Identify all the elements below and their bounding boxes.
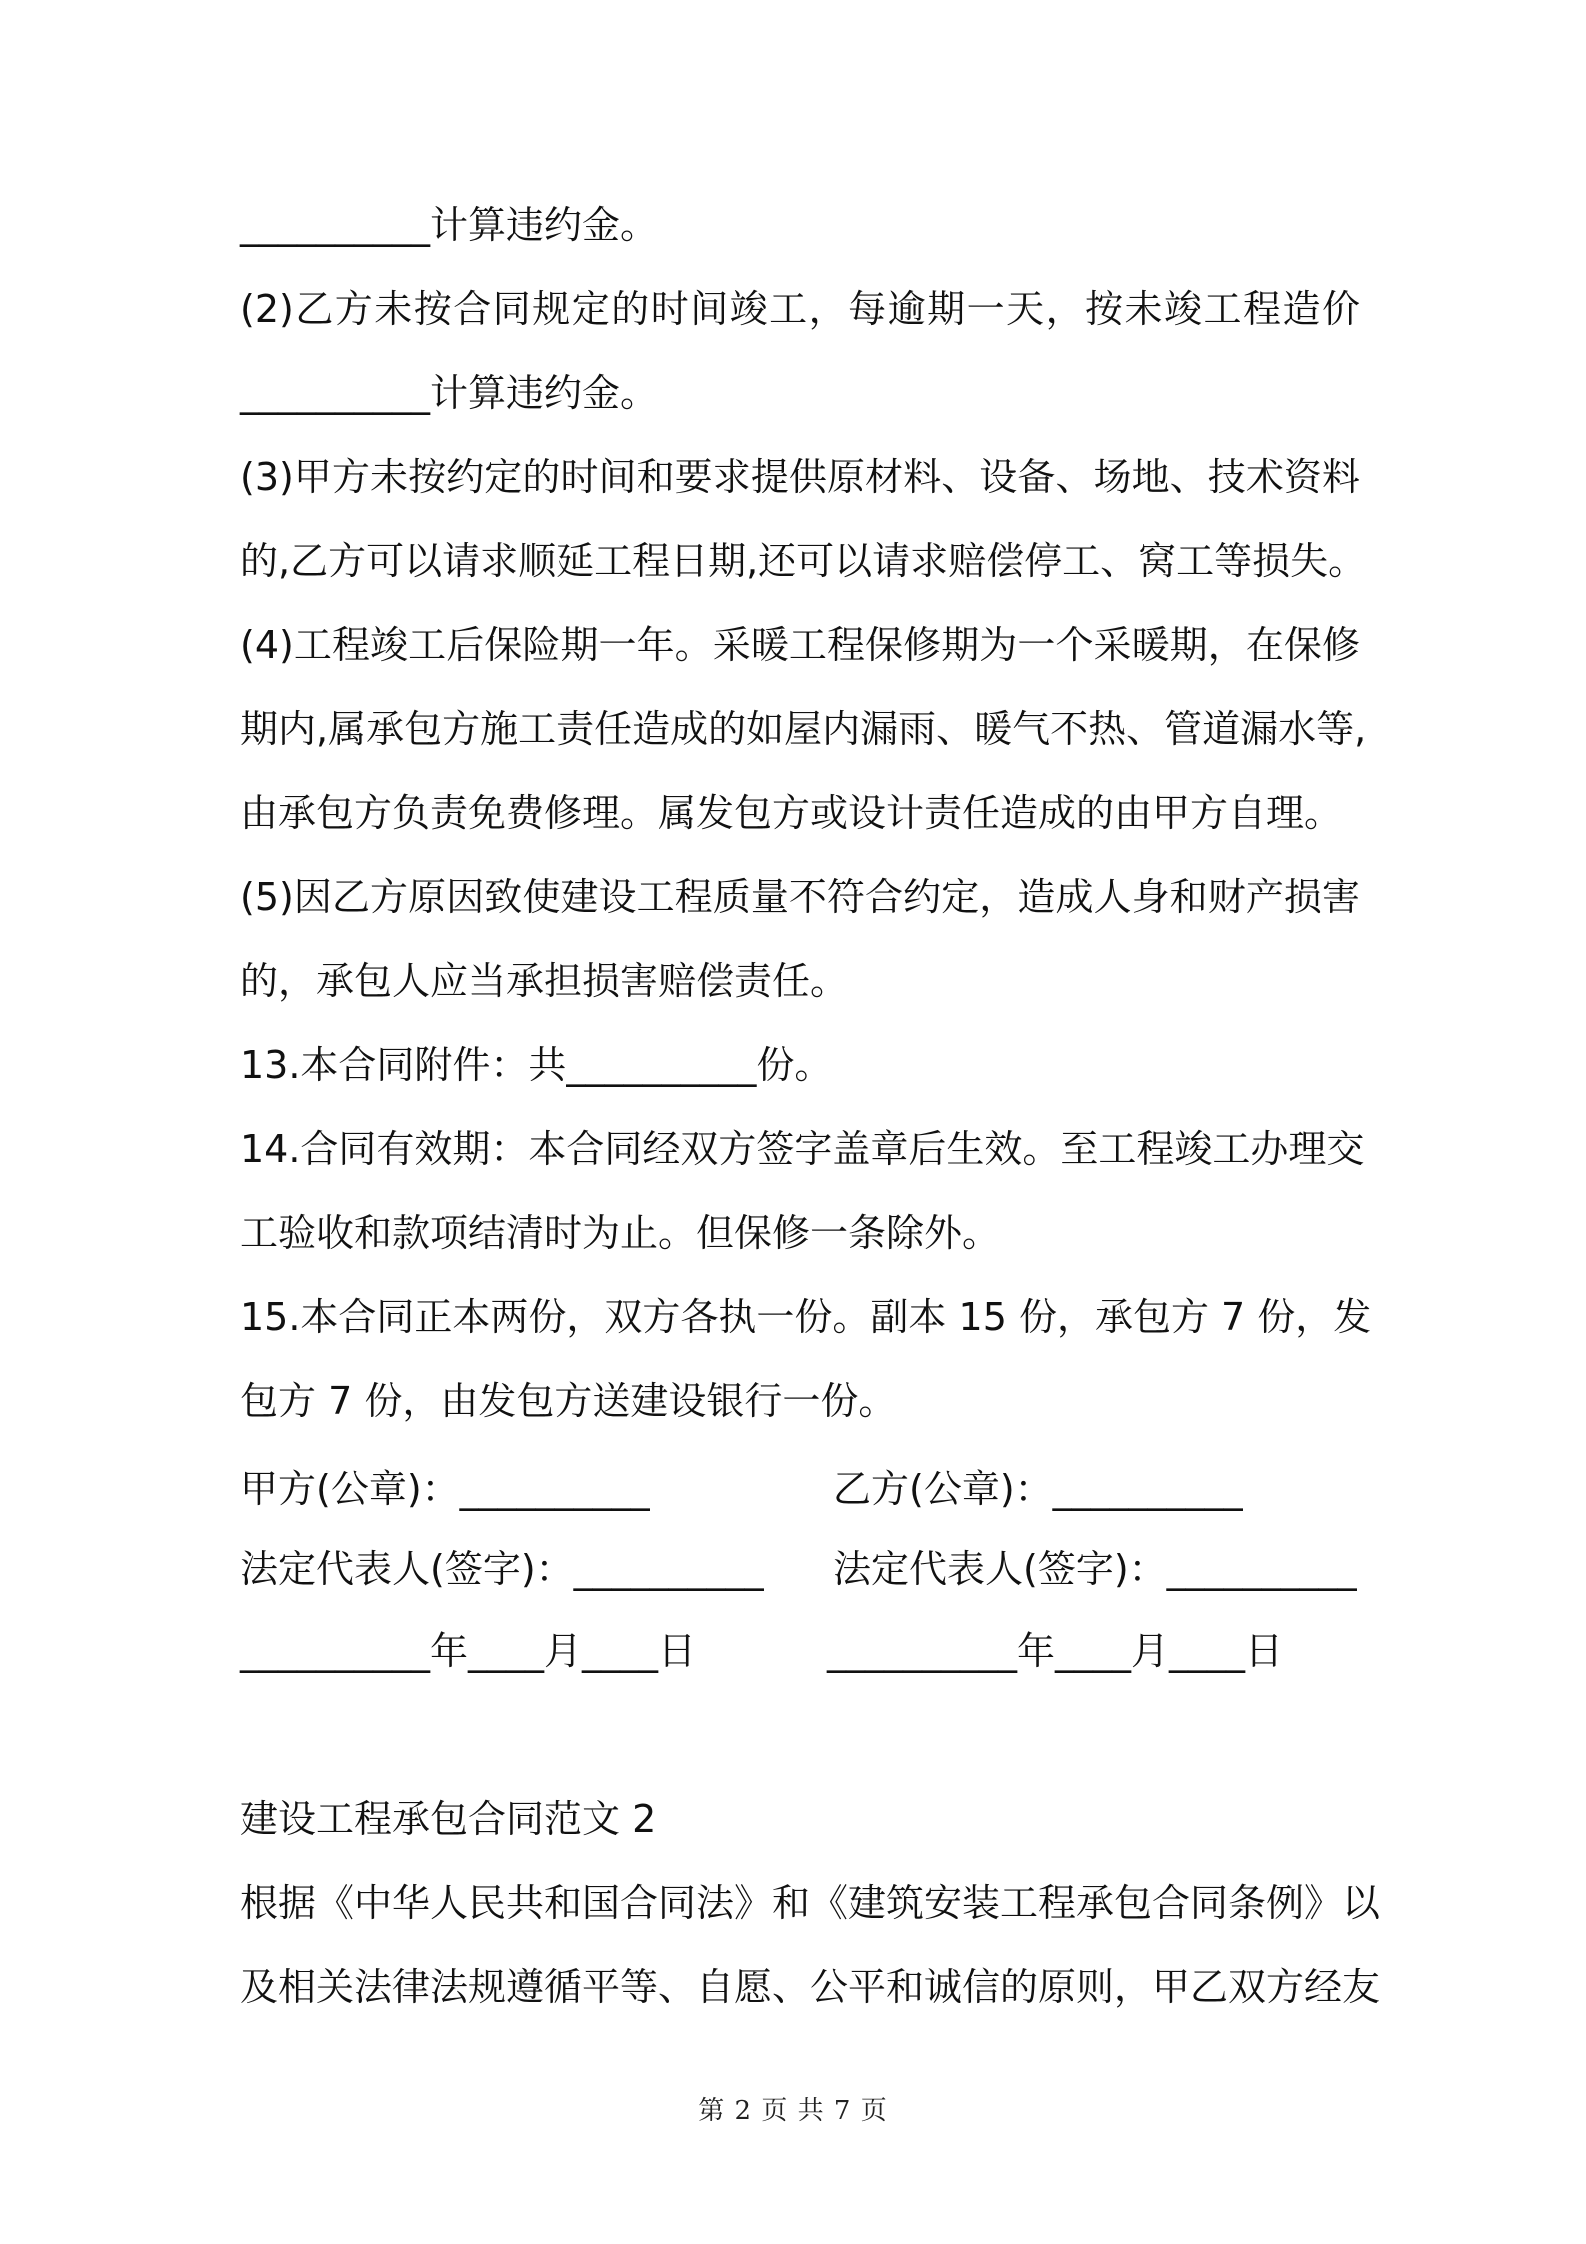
body-line-11: 13.本合同附件：共__________份。 — [240, 1043, 833, 1087]
body-line-13: 工验收和款项结清时为止。但保修一条除外。 — [240, 1211, 1001, 1255]
body-line-15: 包方 7 份，由发包方送建设银行一份。 — [240, 1379, 897, 1423]
party-a-date-field: __________年____月____日 — [240, 1629, 697, 1673]
page-number-footer: 第 2 页 共 7 页 — [698, 2096, 888, 2126]
body-line-4: (3)甲方未按约定的时间和要求提供原材料、设备、场地、技术资料 — [240, 455, 1360, 499]
body-line-7: 期内,属承包方施工责任造成的如屋内漏雨、暖气不热、管道漏水等, — [240, 707, 1367, 751]
section2-line-2: 及相关法律法规遵循平等、自愿、公平和诚信的原则，甲乙双方经友 — [240, 1965, 1381, 2009]
body-line-3: __________计算违约金。 — [240, 371, 659, 415]
party-a-seal-field: 甲方(公章)：__________ — [240, 1467, 650, 1511]
body-line-5: 的,乙方可以请求顺延工程日期,还可以请求赔偿停工、窝工等损失。 — [240, 539, 1367, 583]
body-line-10: 的，承包人应当承担损害赔偿责任。 — [240, 959, 849, 1003]
body-line-14: 15.本合同正本两份，双方各执一份。副本 15 份，承包方 7 份，发 — [240, 1295, 1372, 1339]
party-b-representative-field: 法定代表人(签字)：__________ — [833, 1547, 1357, 1591]
party-a-representative-field: 法定代表人(签字)：__________ — [240, 1547, 764, 1591]
section2-line-1: 根据《中华人民共和国合同法》和《建筑安装工程承包合同条例》以 — [240, 1881, 1381, 1925]
party-b-seal-field: 乙方(公章)：__________ — [833, 1467, 1243, 1511]
section-title: 建设工程承包合同范文 2 — [240, 1797, 657, 1841]
body-line-9: (5)因乙方原因致使建设工程质量不符合约定，造成人身和财产损害 — [240, 875, 1360, 919]
party-b-date-field: __________年____月____日 — [827, 1629, 1284, 1673]
body-line-1: __________计算违约金。 — [240, 203, 659, 247]
body-line-2: (2)乙方未按合同规定的时间竣工，每逾期一天，按未竣工程造价 — [240, 287, 1360, 331]
body-line-8: 由承包方负责免费修理。属发包方或设计责任造成的由甲方自理。 — [240, 791, 1343, 835]
body-line-6: (4)工程竣工后保险期一年。采暖工程保修期为一个采暖期，在保修 — [240, 623, 1360, 667]
body-line-12: 14.合同有效期：本合同经双方签字盖章后生效。至工程竣工办理交 — [240, 1127, 1365, 1171]
